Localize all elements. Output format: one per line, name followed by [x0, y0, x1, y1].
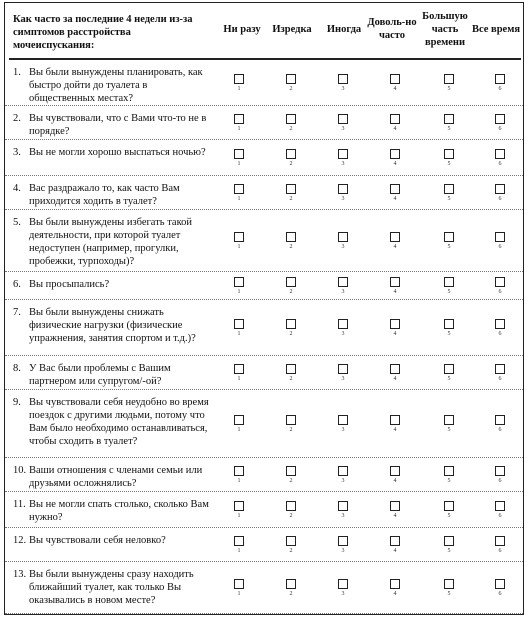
- answer-checkbox-sometimes[interactable]: [338, 579, 348, 589]
- answer-checkbox-never[interactable]: [234, 466, 244, 476]
- answer-cell-all-time: [485, 149, 515, 168]
- answer-code: 6: [498, 427, 502, 433]
- answer-checkbox-all-time[interactable]: [495, 149, 505, 159]
- question-row: [5, 528, 523, 562]
- answer-checkbox-sometimes[interactable]: [338, 277, 348, 287]
- answer-cell-never: [224, 501, 254, 520]
- answer-checkbox-sometimes[interactable]: [338, 501, 348, 511]
- question-number: 10.: [13, 465, 27, 476]
- answer-cell-sometimes: [328, 184, 358, 203]
- answer-cell-sometimes: [328, 579, 358, 598]
- answer-code: 1: [237, 478, 241, 484]
- answer-checkbox-fairly-often[interactable]: [390, 319, 400, 329]
- answer-checkbox-all-time[interactable]: [495, 415, 505, 425]
- answer-checkbox-rarely[interactable]: [286, 232, 296, 242]
- answer-cell-rarely: [276, 501, 306, 520]
- answer-checkbox-never[interactable]: [234, 364, 244, 374]
- answer-code: 2: [289, 289, 293, 295]
- answer-cell-sometimes: [328, 232, 358, 251]
- answer-code: 4: [393, 331, 397, 337]
- answer-cell-sometimes: [328, 466, 358, 485]
- answer-checkbox-most-of-time[interactable]: [444, 184, 454, 194]
- answer-cell-rarely: [276, 114, 306, 133]
- answer-checkbox-rarely[interactable]: [286, 415, 296, 425]
- column-header-all-time: Все время: [471, 23, 521, 35]
- answer-cell-all-time: [485, 277, 515, 296]
- answer-code: 2: [289, 196, 293, 202]
- question-row: [5, 210, 523, 272]
- answer-checkbox-all-time[interactable]: [495, 114, 505, 124]
- question-text: Вы были вынуждены избегать такой деятельности, при которой туалет недоступен (например, прогулки, пробежки, турпоходы)?: [29, 217, 193, 267]
- answer-code: 1: [237, 427, 241, 433]
- answer-code: 4: [393, 427, 397, 433]
- answer-checkbox-most-of-time[interactable]: [444, 319, 454, 329]
- answer-code: 2: [289, 86, 293, 92]
- answer-checkbox-never[interactable]: [234, 579, 244, 589]
- answer-code: 3: [341, 427, 345, 433]
- questionnaire-header: [5, 3, 523, 55]
- answer-code: 5: [447, 86, 451, 92]
- answer-checkbox-sometimes[interactable]: [338, 319, 348, 329]
- answer-cell-fairly-often: [380, 74, 410, 93]
- question-number: 9.: [13, 397, 21, 408]
- answer-cell-fairly-often: [380, 184, 410, 203]
- answer-checkbox-rarely[interactable]: [286, 364, 296, 374]
- answer-checkbox-fairly-often[interactable]: [390, 579, 400, 589]
- answer-checkbox-rarely[interactable]: [286, 536, 296, 546]
- answer-checkbox-never[interactable]: [234, 319, 244, 329]
- answer-cell-never: [224, 536, 254, 555]
- question-number: 13.: [13, 569, 27, 580]
- answer-cell-rarely: [276, 74, 306, 93]
- answer-cell-sometimes: [328, 74, 358, 93]
- answer-checkbox-never[interactable]: [234, 74, 244, 84]
- answer-checkbox-sometimes[interactable]: [338, 466, 348, 476]
- answer-checkbox-sometimes[interactable]: [338, 364, 348, 374]
- question-number: 12.: [13, 535, 27, 546]
- question-row: [5, 300, 523, 356]
- answer-cell-fairly-often: [380, 501, 410, 520]
- answer-code: 2: [289, 591, 293, 597]
- question-text: Вы были вынуждены сразу находить ближайший туалет, как только Вы оказывались в новом месте?: [29, 569, 194, 606]
- question-number: 6.: [13, 279, 21, 290]
- answer-code: 4: [393, 513, 397, 519]
- answer-cell-sometimes: [328, 114, 358, 133]
- answer-checkbox-most-of-time[interactable]: [444, 74, 454, 84]
- answer-code: 2: [289, 161, 293, 167]
- answer-code: 1: [237, 86, 241, 92]
- question-text: У Вас были проблемы с Вашим партнером или супругом/-ой?: [29, 363, 171, 387]
- answer-code: 5: [447, 548, 451, 554]
- answer-checkbox-all-time[interactable]: [495, 184, 505, 194]
- question-row: [5, 60, 523, 106]
- answer-checkbox-most-of-time[interactable]: [444, 579, 454, 589]
- answer-code: 3: [341, 591, 345, 597]
- answer-code: 3: [341, 86, 345, 92]
- question-text: Вы чувствовали, что с Вами что-то не в порядке?: [29, 113, 207, 137]
- answer-checkbox-never[interactable]: [234, 232, 244, 242]
- answer-checkbox-fairly-often[interactable]: [390, 114, 400, 124]
- answer-cell-most-of-time: [434, 415, 464, 434]
- answer-cell-fairly-often: [380, 277, 410, 296]
- answer-cell-rarely: [276, 184, 306, 203]
- answer-checkbox-rarely[interactable]: [286, 466, 296, 476]
- answer-code: 2: [289, 126, 293, 132]
- column-header-never: Ни разу: [223, 23, 261, 35]
- question-number: 2.: [13, 113, 21, 124]
- answer-checkbox-most-of-time[interactable]: [444, 466, 454, 476]
- answer-checkbox-rarely[interactable]: [286, 579, 296, 589]
- answer-checkbox-most-of-time[interactable]: [444, 364, 454, 374]
- answer-cell-all-time: [485, 319, 515, 338]
- answer-cell-all-time: [485, 184, 515, 203]
- answer-code: 2: [289, 478, 293, 484]
- answer-code: 3: [341, 289, 345, 295]
- answer-code: 3: [341, 478, 345, 484]
- answer-code: 4: [393, 86, 397, 92]
- answer-code: 6: [498, 126, 502, 132]
- answer-checkbox-never[interactable]: [234, 114, 244, 124]
- answer-checkbox-fairly-often[interactable]: [390, 466, 400, 476]
- question-text: Вы чувствовали себя неудобно во время поездок с другими людьми, потому что Вам было необходимо останавливаться, чтобы сходить в туалет?: [29, 397, 209, 447]
- answer-checkbox-never[interactable]: [234, 536, 244, 546]
- answer-checkbox-all-time[interactable]: [495, 277, 505, 287]
- answer-code: 6: [498, 376, 502, 382]
- column-header-rarely: Изредка: [272, 23, 312, 35]
- answer-code: 6: [498, 289, 502, 295]
- answer-checkbox-sometimes[interactable]: [338, 114, 348, 124]
- answer-code: 3: [341, 161, 345, 167]
- answer-checkbox-never[interactable]: [234, 184, 244, 194]
- answer-checkbox-sometimes[interactable]: [338, 184, 348, 194]
- question-row: [5, 458, 523, 492]
- answer-code: 6: [498, 196, 502, 202]
- answer-checkbox-all-time[interactable]: [495, 579, 505, 589]
- answer-code: 2: [289, 244, 293, 250]
- answer-checkbox-all-time[interactable]: [495, 466, 505, 476]
- answer-cell-all-time: [485, 114, 515, 133]
- answer-code: 1: [237, 548, 241, 554]
- answer-code: 1: [237, 513, 241, 519]
- question-row: [5, 356, 523, 390]
- answer-cell-fairly-often: [380, 579, 410, 598]
- answer-cell-all-time: [485, 74, 515, 93]
- answer-cell-all-time: [485, 415, 515, 434]
- column-header-sometimes: Иногда: [326, 23, 362, 35]
- answer-code: 2: [289, 513, 293, 519]
- answer-checkbox-fairly-often[interactable]: [390, 149, 400, 159]
- answer-code: 6: [498, 161, 502, 167]
- answer-checkbox-rarely[interactable]: [286, 501, 296, 511]
- answer-checkbox-most-of-time[interactable]: [444, 415, 454, 425]
- answer-cell-never: [224, 114, 254, 133]
- answer-checkbox-sometimes[interactable]: [338, 536, 348, 546]
- answer-code: 5: [447, 244, 451, 250]
- question-text: Вы просыпались?: [29, 279, 110, 290]
- answer-cell-most-of-time: [434, 184, 464, 203]
- answer-code: 4: [393, 478, 397, 484]
- answer-checkbox-most-of-time[interactable]: [444, 149, 454, 159]
- answer-cell-fairly-often: [380, 466, 410, 485]
- question-row: [5, 492, 523, 528]
- answer-code: 2: [289, 376, 293, 382]
- answer-cell-never: [224, 415, 254, 434]
- answer-code: 4: [393, 244, 397, 250]
- question-text: Вы были вынуждены снижать физические нагрузки (физические упражнения, занятия спортом и т.д.)?: [29, 307, 196, 344]
- answer-cell-rarely: [276, 579, 306, 598]
- question-text: Вы чувствовали себя неловко?: [29, 535, 166, 546]
- answer-code: 3: [341, 513, 345, 519]
- answer-cell-never: [224, 74, 254, 93]
- answer-cell-most-of-time: [434, 232, 464, 251]
- answer-cell-most-of-time: [434, 536, 464, 555]
- answer-code: 4: [393, 591, 397, 597]
- answer-checkbox-fairly-often[interactable]: [390, 536, 400, 546]
- answer-cell-fairly-often: [380, 149, 410, 168]
- answer-cell-never: [224, 277, 254, 296]
- answer-code: 5: [447, 331, 451, 337]
- answer-checkbox-never[interactable]: [234, 277, 244, 287]
- answer-code: 6: [498, 591, 502, 597]
- answer-code: 3: [341, 548, 345, 554]
- answer-checkbox-rarely[interactable]: [286, 277, 296, 287]
- answer-code: 5: [447, 427, 451, 433]
- answer-code: 6: [498, 548, 502, 554]
- answer-cell-fairly-often: [380, 319, 410, 338]
- answer-code: 4: [393, 376, 397, 382]
- answer-cell-never: [224, 319, 254, 338]
- question-row: [5, 106, 523, 140]
- answer-checkbox-fairly-often[interactable]: [390, 232, 400, 242]
- answer-checkbox-most-of-time[interactable]: [444, 114, 454, 124]
- column-header-fairly-often: Доволь-но часто: [367, 17, 417, 41]
- answer-cell-all-time: [485, 536, 515, 555]
- answer-cell-fairly-often: [380, 114, 410, 133]
- answer-cell-most-of-time: [434, 149, 464, 168]
- question-number: 1.: [13, 67, 21, 78]
- answer-code: 6: [498, 331, 502, 337]
- answer-cell-never: [224, 579, 254, 598]
- answer-code: 4: [393, 161, 397, 167]
- question-row: [5, 390, 523, 458]
- column-header-most-of-time: Большую часть времени: [422, 10, 468, 48]
- question-number: 11.: [13, 499, 26, 510]
- answer-cell-sometimes: [328, 536, 358, 555]
- answer-code: 1: [237, 161, 241, 167]
- answer-cell-all-time: [485, 579, 515, 598]
- answer-checkbox-fairly-often[interactable]: [390, 501, 400, 511]
- question-text: Вас раздражало то, как часто Вам приходится ходить в туалет?: [29, 183, 180, 207]
- answer-checkbox-sometimes[interactable]: [338, 415, 348, 425]
- question-number: 8.: [13, 363, 21, 374]
- answer-checkbox-rarely[interactable]: [286, 184, 296, 194]
- answer-code: 5: [447, 376, 451, 382]
- answer-code: 5: [447, 591, 451, 597]
- answer-checkbox-never[interactable]: [234, 415, 244, 425]
- question-row: [5, 272, 523, 300]
- answer-cell-rarely: [276, 277, 306, 296]
- answer-checkbox-sometimes[interactable]: [338, 74, 348, 84]
- answer-checkbox-all-time[interactable]: [495, 501, 505, 511]
- answer-checkbox-never[interactable]: [234, 501, 244, 511]
- answer-checkbox-all-time[interactable]: [495, 74, 505, 84]
- answer-code: 1: [237, 591, 241, 597]
- answer-cell-rarely: [276, 364, 306, 383]
- answer-checkbox-sometimes[interactable]: [338, 149, 348, 159]
- answer-cell-never: [224, 149, 254, 168]
- answer-code: 6: [498, 513, 502, 519]
- answer-cell-rarely: [276, 415, 306, 434]
- answer-checkbox-all-time[interactable]: [495, 536, 505, 546]
- answer-code: 6: [498, 244, 502, 250]
- answer-code: 1: [237, 376, 241, 382]
- answer-checkbox-never[interactable]: [234, 149, 244, 159]
- answer-code: 5: [447, 478, 451, 484]
- answer-code: 1: [237, 244, 241, 250]
- answer-cell-rarely: [276, 319, 306, 338]
- answer-cell-rarely: [276, 149, 306, 168]
- answer-cell-sometimes: [328, 319, 358, 338]
- question-number: 5.: [13, 217, 21, 228]
- answer-cell-most-of-time: [434, 277, 464, 296]
- questionnaire-frame: [4, 2, 524, 615]
- answer-checkbox-most-of-time[interactable]: [444, 501, 454, 511]
- answer-checkbox-all-time[interactable]: [495, 232, 505, 242]
- answer-code: 2: [289, 427, 293, 433]
- answer-cell-rarely: [276, 232, 306, 251]
- answer-cell-sometimes: [328, 501, 358, 520]
- answer-code: 6: [498, 86, 502, 92]
- answer-code: 2: [289, 331, 293, 337]
- answer-code: 1: [237, 126, 241, 132]
- answer-checkbox-most-of-time[interactable]: [444, 536, 454, 546]
- question-row: [5, 140, 523, 176]
- answer-cell-most-of-time: [434, 319, 464, 338]
- answer-code: 4: [393, 196, 397, 202]
- answer-code: 3: [341, 331, 345, 337]
- answer-cell-fairly-often: [380, 364, 410, 383]
- answer-code: 2: [289, 548, 293, 554]
- question-row: [5, 176, 523, 210]
- answer-cell-rarely: [276, 536, 306, 555]
- answer-checkbox-sometimes[interactable]: [338, 232, 348, 242]
- answer-cell-sometimes: [328, 364, 358, 383]
- answer-checkbox-fairly-often[interactable]: [390, 277, 400, 287]
- answer-cell-fairly-often: [380, 232, 410, 251]
- answer-code: 1: [237, 289, 241, 295]
- question-text: Вы были вынуждены планировать, как быстро дойти до туалета в общественных местах?: [29, 67, 203, 104]
- answer-cell-all-time: [485, 232, 515, 251]
- answer-code: 3: [341, 126, 345, 132]
- answer-code: 3: [341, 376, 345, 382]
- answer-code: 5: [447, 161, 451, 167]
- answer-code: 1: [237, 331, 241, 337]
- question-row: [5, 562, 523, 614]
- answer-code: 5: [447, 126, 451, 132]
- answer-cell-fairly-often: [380, 536, 410, 555]
- header-question: Как часто за последние 4 недели из-за симптомов расстройства мочеиспускания:: [13, 14, 193, 51]
- answer-cell-never: [224, 466, 254, 485]
- answer-cell-sometimes: [328, 277, 358, 296]
- answer-cell-sometimes: [328, 415, 358, 434]
- answer-code: 5: [447, 196, 451, 202]
- answer-cell-never: [224, 184, 254, 203]
- answer-checkbox-rarely[interactable]: [286, 114, 296, 124]
- answer-code: 4: [393, 126, 397, 132]
- answer-code: 4: [393, 548, 397, 554]
- answer-checkbox-rarely[interactable]: [286, 149, 296, 159]
- answer-checkbox-fairly-often[interactable]: [390, 364, 400, 374]
- answer-cell-most-of-time: [434, 114, 464, 133]
- answer-checkbox-fairly-often[interactable]: [390, 415, 400, 425]
- answer-cell-most-of-time: [434, 74, 464, 93]
- answer-cell-fairly-often: [380, 415, 410, 434]
- answer-cell-never: [224, 364, 254, 383]
- answer-cell-all-time: [485, 364, 515, 383]
- answer-cell-most-of-time: [434, 466, 464, 485]
- question-text: Вы не могли спать столько, сколько Вам нужно?: [29, 499, 209, 523]
- question-number: 3.: [13, 147, 21, 158]
- answer-code: 3: [341, 244, 345, 250]
- answer-checkbox-most-of-time[interactable]: [444, 232, 454, 242]
- answer-checkbox-rarely[interactable]: [286, 319, 296, 329]
- answer-cell-sometimes: [328, 149, 358, 168]
- answer-cell-most-of-time: [434, 501, 464, 520]
- question-text: Ваши отношения с членами семьи или друзьями осложнялись?: [29, 465, 203, 489]
- answer-cell-most-of-time: [434, 364, 464, 383]
- answer-code: 6: [498, 478, 502, 484]
- answer-cell-all-time: [485, 466, 515, 485]
- answer-checkbox-all-time[interactable]: [495, 319, 505, 329]
- question-text: Вы не могли хорошо выспаться ночью?: [29, 147, 206, 158]
- question-number: 7.: [13, 307, 21, 318]
- answer-cell-rarely: [276, 466, 306, 485]
- answer-code: 3: [341, 196, 345, 202]
- answer-cell-all-time: [485, 501, 515, 520]
- answer-code: 4: [393, 289, 397, 295]
- answer-checkbox-fairly-often[interactable]: [390, 184, 400, 194]
- answer-checkbox-most-of-time[interactable]: [444, 277, 454, 287]
- question-number: 4.: [13, 183, 21, 194]
- answer-cell-most-of-time: [434, 579, 464, 598]
- answer-cell-never: [224, 232, 254, 251]
- answer-checkbox-rarely[interactable]: [286, 74, 296, 84]
- answer-checkbox-all-time[interactable]: [495, 364, 505, 374]
- answer-code: 1: [237, 196, 241, 202]
- answer-code: 5: [447, 513, 451, 519]
- answer-code: 5: [447, 289, 451, 295]
- answer-checkbox-fairly-often[interactable]: [390, 74, 400, 84]
